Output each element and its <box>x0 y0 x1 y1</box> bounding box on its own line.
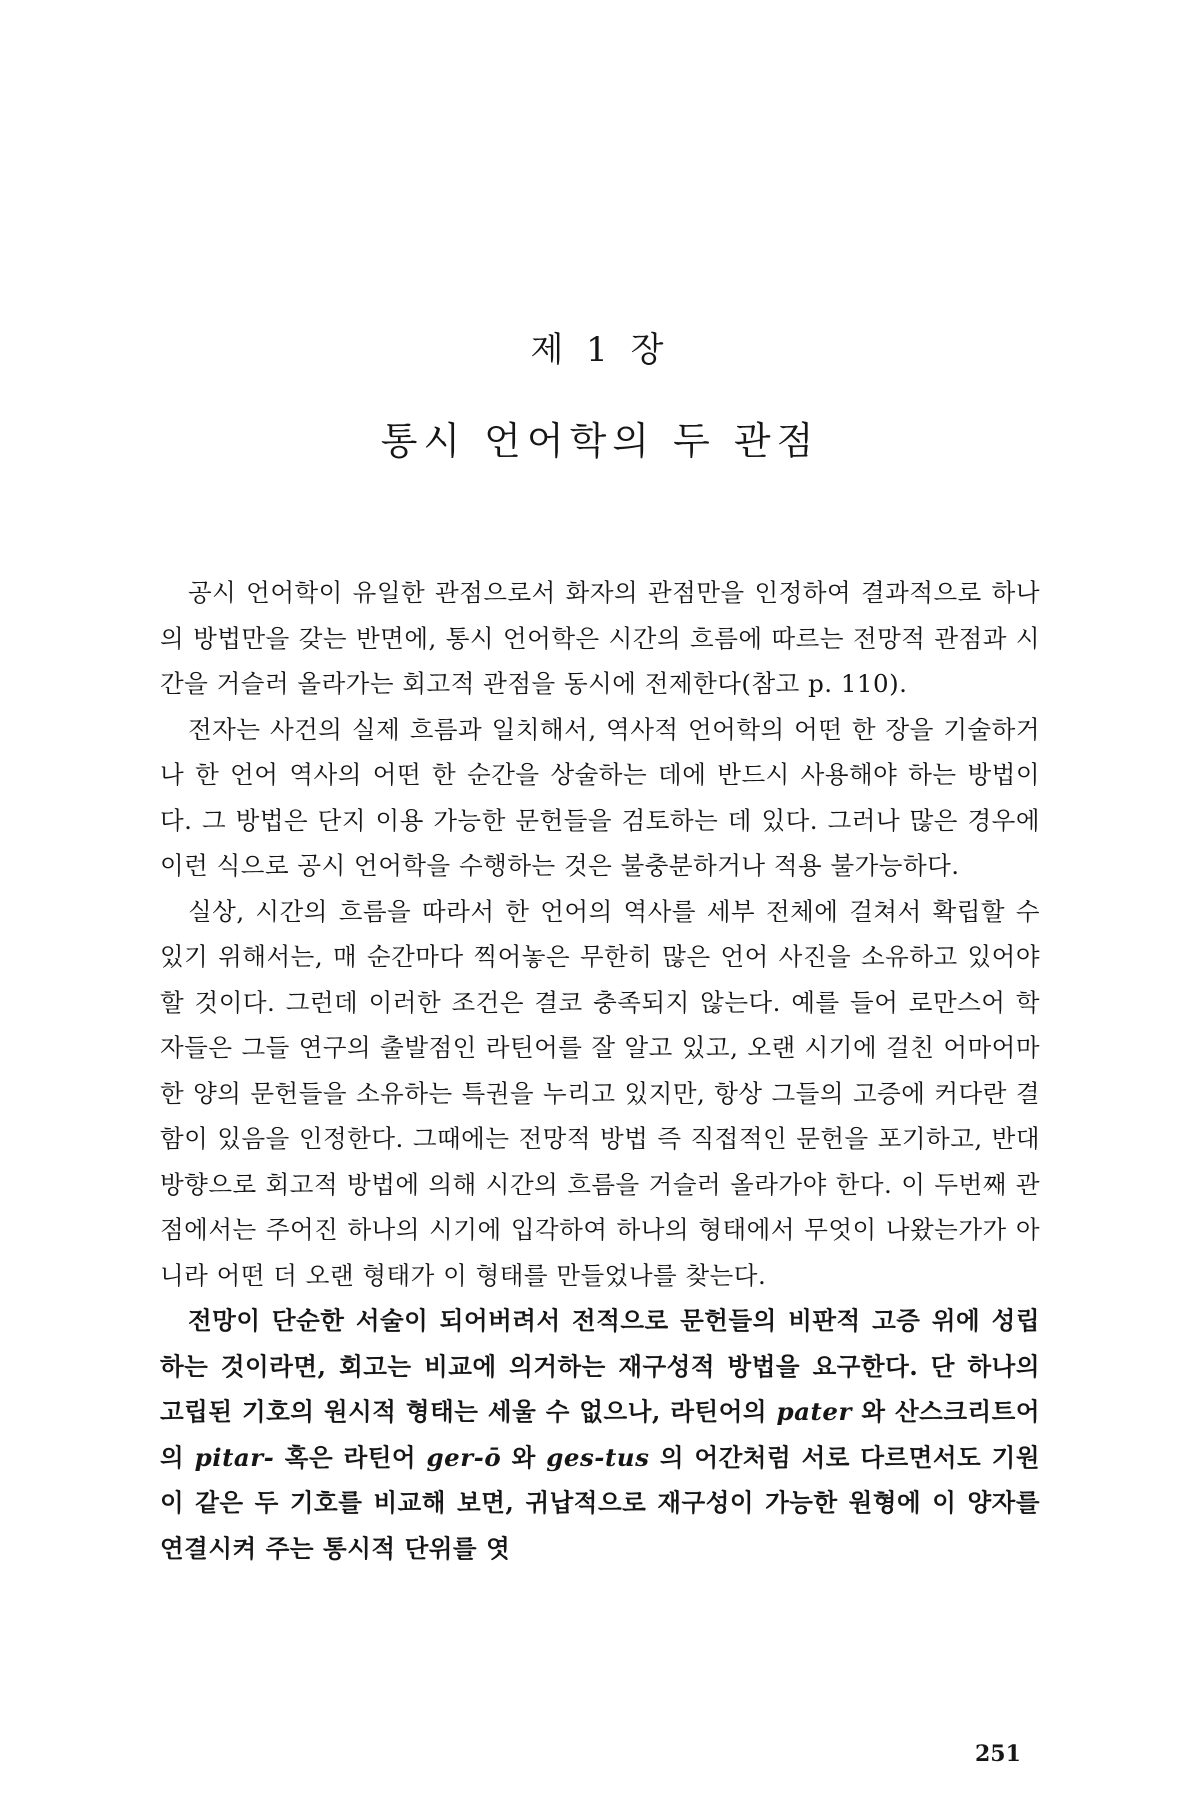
page-number: 251 <box>975 1741 1021 1767</box>
latin-term-gero: ger-ō <box>426 1442 502 1472</box>
paragraph-text: 전망이 단순한 서술이 되어버려서 전적으로 문헌들의 비판적 고증 위에 성립하는 것이라면, 회고는 비교에 의거하는 재구성적 방법을 요구한다. 단 하나의 고립된 기호의 원시적 형태는 세울 수 없으나, 라틴어의 <box>160 1306 1040 1426</box>
latin-term-gestus: ges-tus <box>546 1442 650 1472</box>
paragraph: 실상, 시간의 흐름을 따라서 한 언어의 역사를 세부 전체에 걸쳐서 확립할 수 있기 위해서는, 매 순간마다 찍어놓은 무한히 많은 언어 사진을 소유하고 있어야 할 것이다. 그런데 이러한 조건은 결코 충족되지 않는다. 예를 들어 로만스어 학자들은 그들 연구의 출발점인 라틴어를 잘 알고 있고, 오랜 시기에 걸친 어마어마한 양의 문헌들을 소유하는 특권을 누리고 있지만, 항상 그들의 고증에 커다란 결함이 있음을 인정한다. 그때에는 전망적 방법 즉 직접적인 문헌을 포기하고, 반대 방향으로 회고적 방법에 의해 시간의 흐름을 거슬러 올라가야 한다. 이 두번째 관점에서는 주어진 하나의 시기에 입각하여 하나의 형태에서 무엇이 나왔는가가 아니라 어떤 더 오랜 형태가 이 형태를 만들었나를 찾는다. <box>160 896 1040 1290</box>
paragraph-text: 혹은 라틴어 <box>274 1442 427 1472</box>
paragraph-text: 와 산스크리트어의 <box>160 1397 1040 1472</box>
chapter-number: 제 1 장 <box>530 330 670 370</box>
paragraph: 공시 언어학이 유일한 관점으로서 화자의 관점만을 인정하여 결과적으로 하나의 방법만을 갖는 반면에, 통시 언어학은 시간의 흐름에 따르는 전망적 관점과 시간을 거슬러 올라가는 회고적 관점을 동시에 전제한다(참고 p. 110). <box>160 578 1040 698</box>
paragraph-text: 와 <box>501 1442 547 1472</box>
chapter-title: 통시 언어학의 두 관점 <box>380 419 820 463</box>
body-text <box>160 570 1040 1571</box>
paragraph: 전자는 사건의 실제 흐름과 일치해서, 역사적 언어학의 어떤 한 장을 기술하거나 한 언어 역사의 어떤 한 순간을 상술하는 데에 반드시 사용해야 하는 방법이다. 그 방법은 단지 이용 가능한 문헌들을 검토하는 데 있다. 그러나 많은 경우에 이런 식으로 공시 언어학을 수행하는 것은 불충분하거나 적용 불가능하다. <box>160 714 1040 880</box>
sanskrit-term-pitar: pitar- <box>194 1442 275 1472</box>
paragraph <box>160 1298 1040 1571</box>
paragraph-text: 의 어간처럼 서로 다르면서도 기원이 같은 두 기호를 비교해 보면, 귀납적으로 재구성이 가능한 원형에 이 양자를 연결시켜 주는 통시적 단위를 엿 <box>160 1442 1040 1563</box>
latin-term-pater: pater <box>776 1397 852 1426</box>
